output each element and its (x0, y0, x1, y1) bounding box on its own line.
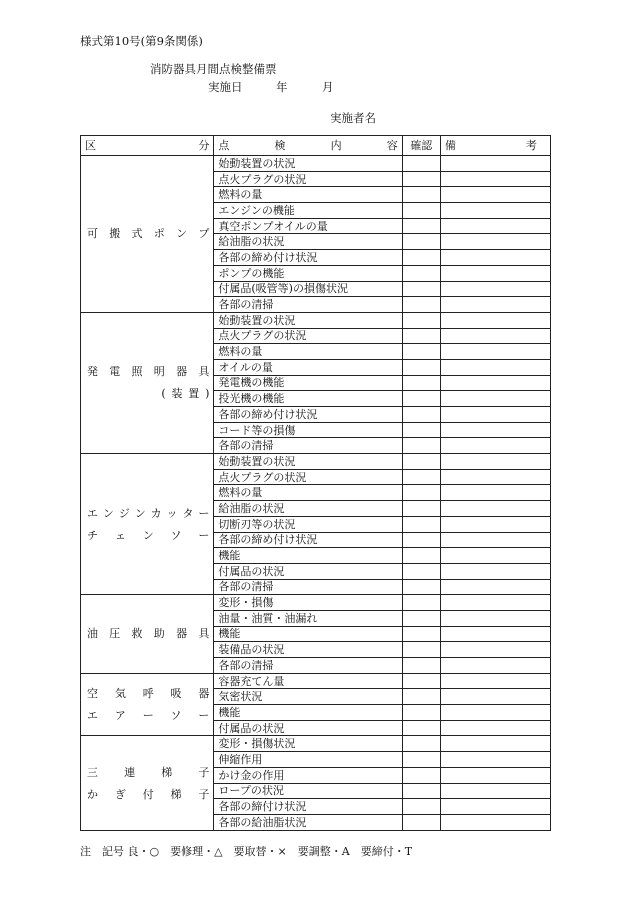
inspection-item: 燃料の量 (214, 344, 402, 360)
confirm-cell[interactable] (402, 626, 440, 642)
category-label: 可 搬 式 ポ ン プ (87, 227, 210, 241)
inspection-item: 燃料の量 (214, 187, 402, 203)
category-label: 三 連 梯 子 (87, 765, 210, 779)
inspection-item: 変形・損傷 (214, 595, 402, 611)
confirm-cell[interactable] (402, 563, 440, 579)
confirm-cell[interactable] (402, 359, 440, 375)
inspection-item: 各部の清掃 (214, 658, 402, 674)
remarks-cell[interactable] (440, 250, 550, 266)
inspection-item: エンジンの機能 (214, 203, 402, 219)
remarks-cell[interactable] (440, 328, 550, 344)
category-cell (81, 673, 214, 736)
confirm-cell[interactable] (402, 391, 440, 407)
confirm-cell[interactable] (402, 171, 440, 187)
remarks-cell[interactable] (440, 391, 550, 407)
category-cell (81, 595, 214, 673)
category-label: 発 電 照 明 器 具 (87, 365, 210, 379)
inspection-item: かけ金の作用 (214, 767, 402, 783)
remarks-cell[interactable] (440, 626, 550, 642)
confirm-cell[interactable] (402, 250, 440, 266)
table-row (81, 736, 551, 752)
remarks-cell[interactable] (440, 814, 550, 830)
table-row (81, 156, 551, 172)
category-label: か ぎ 付 梯 子 (87, 787, 210, 801)
confirm-cell[interactable] (402, 689, 440, 705)
confirm-cell[interactable] (402, 407, 440, 423)
confirm-cell[interactable] (402, 312, 440, 328)
confirm-cell[interactable] (402, 814, 440, 830)
remarks-cell[interactable] (440, 610, 550, 626)
header-remarks-text: 備 考 (444, 139, 537, 152)
header-inspection-text: 点 検 内 容 (218, 139, 398, 152)
remarks-cell[interactable] (440, 642, 550, 658)
confirm-cell[interactable] (402, 516, 440, 532)
inspection-item: 始動装置の状況 (214, 312, 402, 328)
confirm-cell[interactable] (402, 642, 440, 658)
inspection-item: 燃料の量 (214, 485, 402, 501)
table-row (81, 595, 551, 611)
remarks-cell[interactable] (440, 720, 550, 736)
inspection-item: 各部の給油脂状況 (214, 814, 402, 830)
confirm-cell[interactable] (402, 469, 440, 485)
inspection-item: 伸縮作用 (214, 752, 402, 768)
remarks-cell[interactable] (440, 767, 550, 783)
table-body (81, 156, 551, 831)
remarks-cell[interactable] (440, 203, 550, 219)
date-row (208, 79, 334, 95)
confirm-cell[interactable] (402, 156, 440, 172)
confirm-cell[interactable] (402, 736, 440, 752)
remarks-cell[interactable] (440, 595, 550, 611)
remarks-cell[interactable] (440, 579, 550, 595)
confirm-cell[interactable] (402, 673, 440, 689)
table-header-row (81, 136, 551, 156)
category-cell (81, 736, 214, 830)
confirm-cell[interactable] (402, 752, 440, 768)
remarks-cell[interactable] (440, 563, 550, 579)
header-confirm: 確認 (402, 136, 440, 156)
remarks-cell[interactable] (440, 265, 550, 281)
document-title: 消防器具月間点検整備票 (150, 62, 277, 76)
inspection-item: 各部の締め付け状況 (214, 532, 402, 548)
header-remarks (440, 136, 550, 156)
month-label: 月 (322, 80, 334, 94)
remarks-cell[interactable] (440, 187, 550, 203)
remarks-cell[interactable] (440, 407, 550, 423)
confirm-cell[interactable] (402, 328, 440, 344)
inspection-item: 真空ポンプオイルの量 (214, 218, 402, 234)
confirm-cell[interactable] (402, 297, 440, 313)
remarks-cell[interactable] (440, 736, 550, 752)
inspection-item: 各部の清掃 (214, 438, 402, 454)
confirm-cell[interactable] (402, 595, 440, 611)
inspection-item: 給油脂の状況 (214, 501, 402, 517)
remarks-cell[interactable] (440, 485, 550, 501)
inspection-item: 点火プラグの状況 (214, 171, 402, 187)
inspection-item: 各部の締め付け状況 (214, 407, 402, 423)
confirm-cell[interactable] (402, 799, 440, 815)
inspection-item: 始動装置の状況 (214, 156, 402, 172)
confirm-cell[interactable] (402, 548, 440, 564)
form-number-label: 様式第10号(第9条関係) (80, 34, 203, 48)
remarks-cell[interactable] (440, 548, 550, 564)
confirm-cell[interactable] (402, 438, 440, 454)
inspection-item: 装備品の状況 (214, 642, 402, 658)
inspection-item: 油量・油質・油漏れ (214, 610, 402, 626)
confirm-cell[interactable] (402, 579, 440, 595)
remarks-cell[interactable] (440, 312, 550, 328)
remarks-cell[interactable] (440, 469, 550, 485)
inspection-item: コード等の損傷 (214, 422, 402, 438)
inspection-item: 始動装置の状況 (214, 454, 402, 470)
category-label: チ ェ ン ソ ー (87, 528, 210, 542)
category-label: エ ン ジ ン カ ッ タ ー (87, 506, 210, 520)
remarks-cell[interactable] (440, 297, 550, 313)
remarks-cell[interactable] (440, 689, 550, 705)
remarks-cell[interactable] (440, 501, 550, 517)
confirm-cell[interactable] (402, 265, 440, 281)
inspection-item: 変形・損傷状況 (214, 736, 402, 752)
header-category (81, 136, 214, 156)
header-inspection (214, 136, 402, 156)
remarks-cell[interactable] (440, 281, 550, 297)
confirm-cell[interactable] (402, 705, 440, 721)
confirm-cell[interactable] (402, 658, 440, 674)
remarks-cell[interactable] (440, 422, 550, 438)
category-label: ( 装 置 ) (161, 387, 210, 401)
category-cell (81, 312, 214, 453)
remarks-cell[interactable] (440, 752, 550, 768)
inspection-item: 各部の締め付け状況 (214, 250, 402, 266)
remarks-cell[interactable] (440, 532, 550, 548)
header-category-text: 区 分 (85, 139, 210, 152)
confirm-cell[interactable] (402, 218, 440, 234)
inspection-item: 機能 (214, 548, 402, 564)
inspection-item: 点火プラグの状況 (214, 469, 402, 485)
remarks-cell[interactable] (440, 783, 550, 799)
inspection-item: 投光機の機能 (214, 391, 402, 407)
inspection-item: 機能 (214, 626, 402, 642)
inspection-item: 付属品の状況 (214, 563, 402, 579)
remarks-cell[interactable] (440, 705, 550, 721)
inspection-item: オイルの量 (214, 359, 402, 375)
remarks-cell[interactable] (440, 516, 550, 532)
remarks-cell[interactable] (440, 344, 550, 360)
remarks-cell[interactable] (440, 454, 550, 470)
confirm-cell[interactable] (402, 187, 440, 203)
category-label: 油 圧 救 助 器 具 (87, 627, 210, 641)
confirm-cell[interactable] (402, 281, 440, 297)
table-row (81, 312, 551, 328)
confirm-cell[interactable] (402, 454, 440, 470)
remarks-cell[interactable] (440, 375, 550, 391)
confirm-cell[interactable] (402, 610, 440, 626)
confirm-cell[interactable] (402, 375, 440, 391)
inspection-item: 各部の清掃 (214, 579, 402, 595)
confirm-cell[interactable] (402, 532, 440, 548)
inspection-item: 点火プラグの状況 (214, 328, 402, 344)
remarks-cell[interactable] (440, 359, 550, 375)
category-cell (81, 156, 214, 313)
inspection-item: ポンプの機能 (214, 265, 402, 281)
confirm-cell[interactable] (402, 234, 440, 250)
remarks-cell[interactable] (440, 156, 550, 172)
confirm-cell[interactable] (402, 203, 440, 219)
category-cell (81, 454, 214, 595)
remarks-cell[interactable] (440, 799, 550, 815)
inspection-item: 機能 (214, 705, 402, 721)
remarks-cell[interactable] (440, 658, 550, 674)
inspection-item: 容器充てん量 (214, 673, 402, 689)
year-label: 年 (276, 80, 288, 94)
legend-note: 注 記号 良・○ 要修理・△ 要取替・× 要調整・A 要締付・T (80, 845, 413, 858)
table-row (81, 454, 551, 470)
inspection-item: 付属品(吸管等)の損傷状況 (214, 281, 402, 297)
inspection-item: 付属品の状況 (214, 720, 402, 736)
implementer-label: 実施者名 (330, 111, 376, 125)
confirm-cell[interactable] (402, 422, 440, 438)
remarks-cell[interactable] (440, 171, 550, 187)
inspection-item: 切断刃等の状況 (214, 516, 402, 532)
remarks-cell[interactable] (440, 438, 550, 454)
confirm-cell[interactable] (402, 501, 440, 517)
remarks-cell[interactable] (440, 234, 550, 250)
confirm-cell[interactable] (402, 783, 440, 799)
confirm-cell[interactable] (402, 767, 440, 783)
confirm-cell[interactable] (402, 720, 440, 736)
category-label: エ ア ー ソ ー (87, 709, 210, 723)
remarks-cell[interactable] (440, 673, 550, 689)
inspection-item: 発電機の機能 (214, 375, 402, 391)
confirm-cell[interactable] (402, 344, 440, 360)
inspection-item: 各部の締付け状況 (214, 799, 402, 815)
inspection-item: 各部の清掃 (214, 297, 402, 313)
inspection-item: 気密状況 (214, 689, 402, 705)
inspection-item: ロープの状況 (214, 783, 402, 799)
confirm-cell[interactable] (402, 485, 440, 501)
inspection-item: 給油脂の状況 (214, 234, 402, 250)
remarks-cell[interactable] (440, 218, 550, 234)
table-row (81, 673, 551, 689)
date-label: 実施日 (208, 80, 243, 94)
category-label: 空 気 呼 吸 器 (87, 687, 210, 701)
inspection-table (80, 135, 551, 831)
